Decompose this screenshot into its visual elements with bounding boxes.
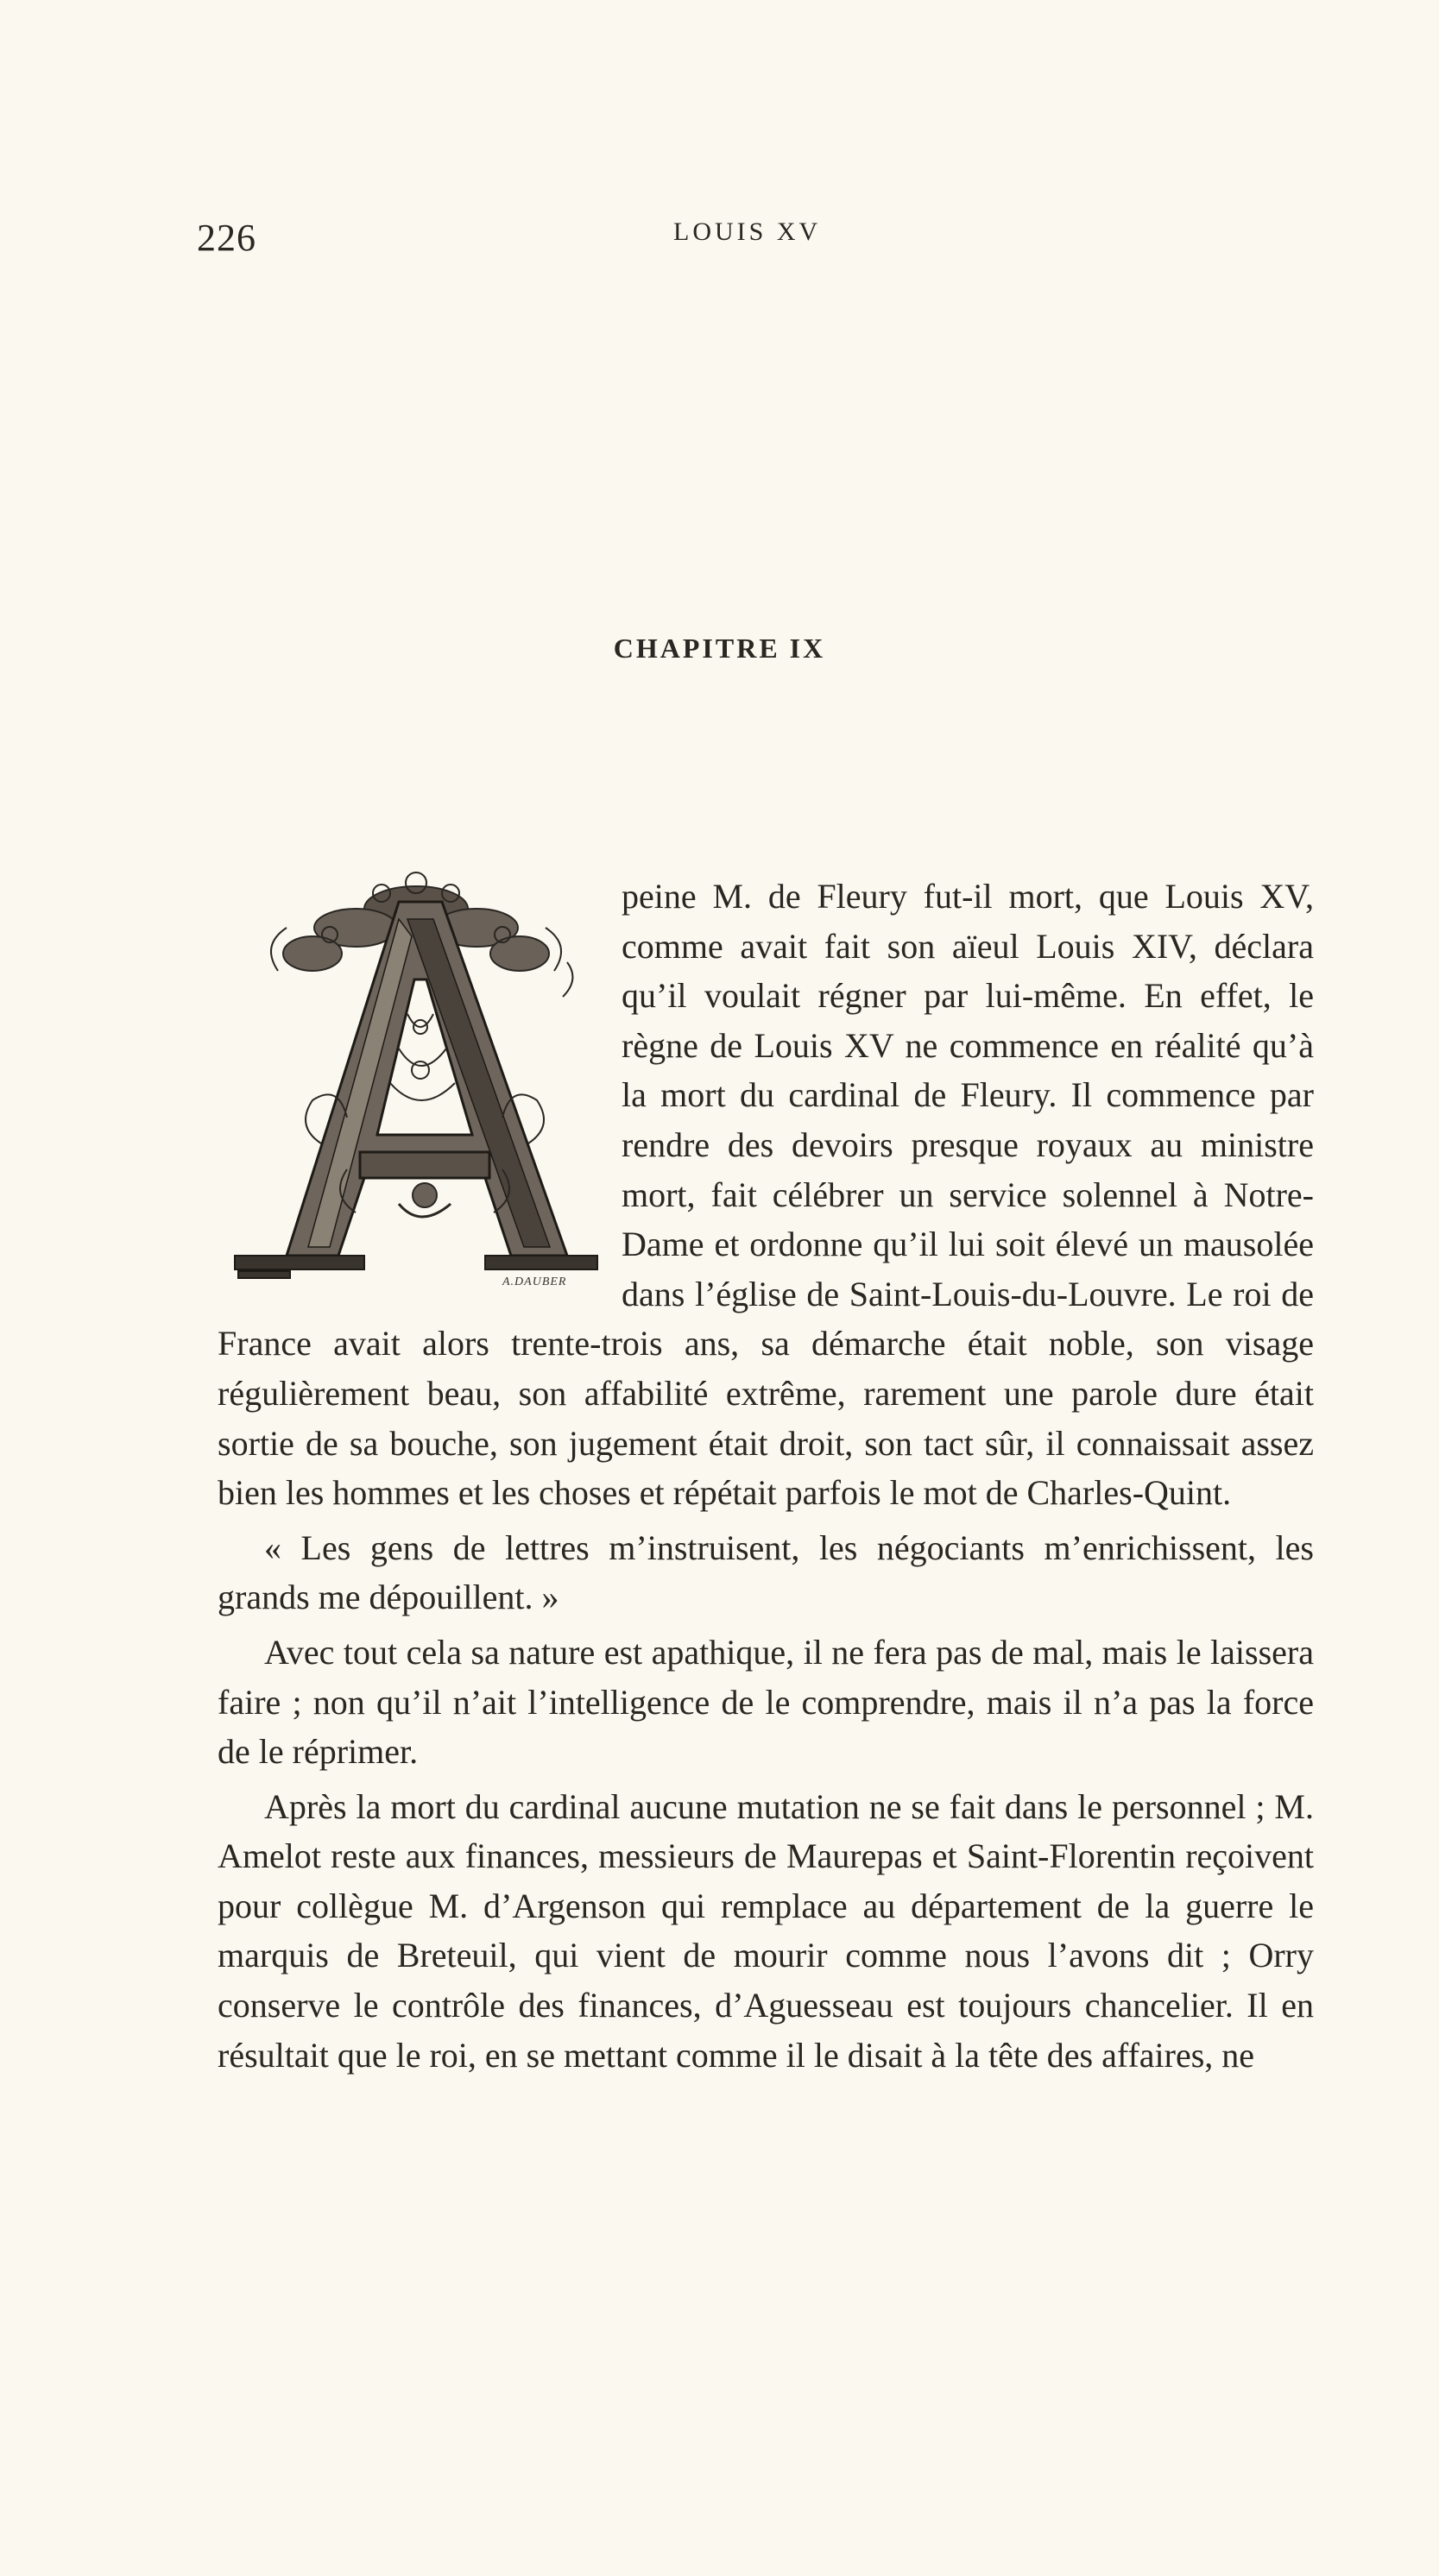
running-head: LOUIS XV — [673, 217, 822, 246]
body-text — [218, 872, 1314, 2085]
chapter-title: CHAPITRE IX — [613, 633, 826, 664]
engraver-signature: A.DAUBER — [502, 1275, 567, 1288]
drop-cap-spacer — [218, 872, 622, 1310]
paragraph: Après la mort du cardinal aucune mutation ne se fait dans le personnel ; M. Amelot reste aux finances, messieurs de Maurepas et Saint-Florentin reçoivent pour collègue M. d’Argenson qui remplace au département de la guerre le marquis de Breteuil, qui vient de mourir comme nous l’avons dit ; Orry conserve le contrôle des finances, d’Aguesseau est toujours chancelier. Il en résultait que le roi, en se mettant comme il le disait à la tête des affaires, ne — [218, 1786, 1314, 2075]
paragraph: Avec tout cela sa nature est apathique, il ne fera pas de mal, mais le laissera faire ; non qu’il n’ait l’intelligence de le comprendre, mais il n’a pas la force de le réprimer. — [218, 1632, 1314, 1772]
page-number: 226 — [197, 217, 256, 259]
paragraph: peine M. de Fleury fut-il mort, que Louis XV, comme avait fait son aïeul Louis XIV, déclara qu’il voulait régner par lui-même. En effet, le règne de Louis XV ne commence en réalité qu’à la mort du cardinal de Fleury. Il commence par rendre des devoirs presque royaux au ministre mort, fait célébrer un service solennel à Notre-Dame et ordonne qu’il lui soit élevé un mausolée dans l’église de Saint-Louis-du-Louvre. Le roi de France avait alors trente-trois ans, sa démarche était noble, son visage régulièrement beau, son affabilité extrême, rarement une parole dure était sortie de sa bouche, son jugement était droit, son tact sûr, il connaissait assez bien les hommes et les choses et répétait parfois le mot de Charles-Quint. — [218, 877, 1314, 1513]
paragraph: « Les gens de lettres m’instruisent, les négociants m’enrichissent, les grands me dépouillent. » — [218, 1527, 1314, 1617]
